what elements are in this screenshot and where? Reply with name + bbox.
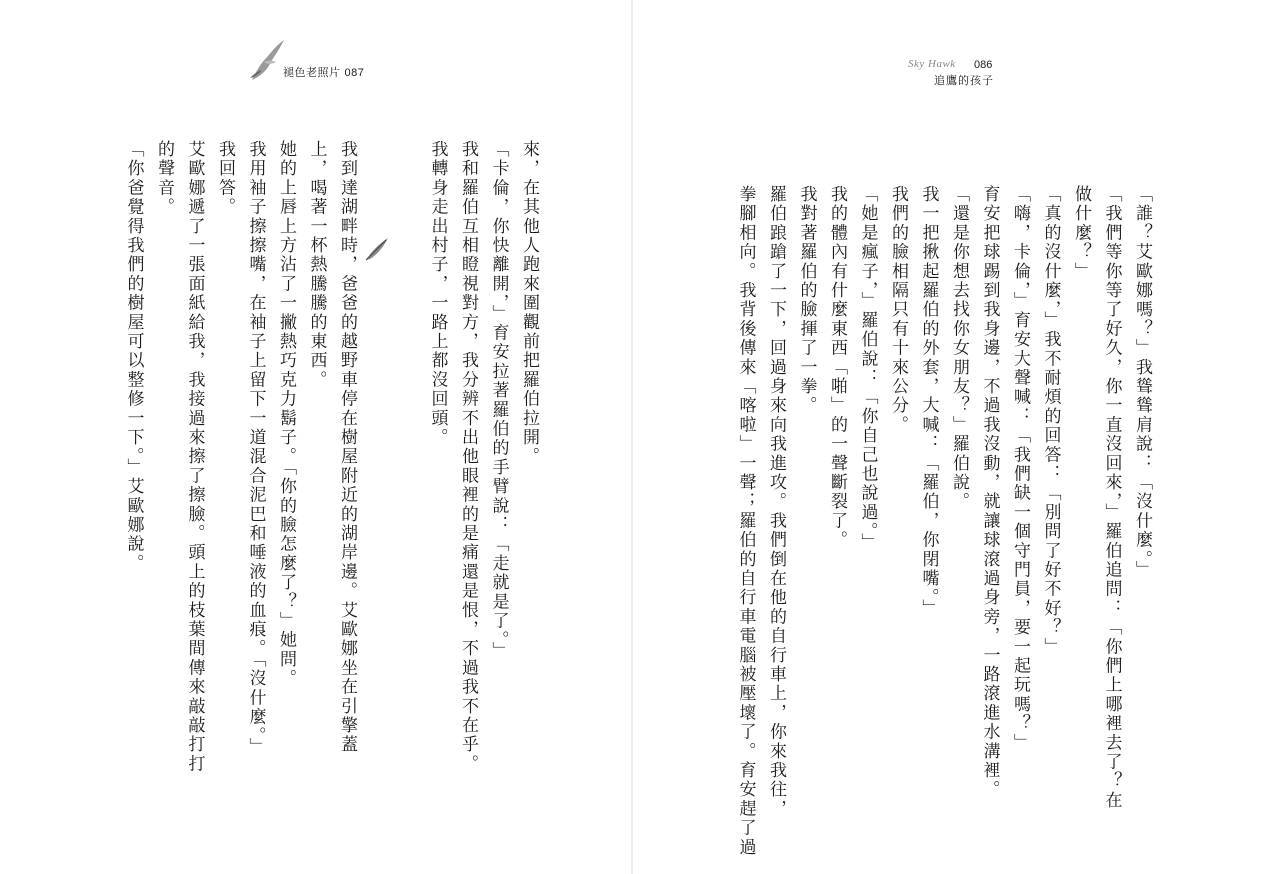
text-line: 做什麼？」: [1071, 185, 1091, 281]
right-header-title: 追鷹的孩子: [934, 74, 994, 87]
text-line: 我們的臉相隔只有十來公分。: [888, 185, 908, 435]
text-line: 「她是瘋子，」羅伯說：「你自己也說過。」: [857, 185, 878, 552]
series-logo-text: Sky Hawk: [908, 58, 956, 70]
right-page-number: 086: [974, 59, 993, 71]
text-line: 我和羅伯互相瞪視對方，我分辨不出他眼裡的是痛還是恨，不過我不在乎。: [458, 140, 478, 774]
text-line: 羅伯踉蹌了一下，回過身來向我進攻。我們倒在他的自行車上，你來我往，: [766, 185, 786, 819]
text-line: 來，在其他人跑來圍觀前把羅伯拉開。: [519, 140, 539, 467]
text-line: 我對著羅伯的臉揮了一拳。: [796, 185, 817, 416]
text-line: 我用袖子擦擦嘴，在袖子上留下一道混合泥巴和唾液的血痕。「沒什麼。」: [245, 140, 266, 757]
text-line: 我到達湖畔時，爸爸的越野車停在樹屋附近的湖岸邊。艾歐娜坐在引擎蓋: [337, 140, 357, 755]
text-line: 我轉身走出村子，一路上都沒回頭。: [427, 140, 448, 448]
right-page-body: [730, 185, 1157, 857]
left-page-body: [118, 140, 544, 830]
text-line: 「卡倫，你快離開，」育安拉著羅伯的手臂說：「走就是了。」: [488, 140, 509, 661]
text-line: 我的體內有什麼東西「啪」的一聲斷裂了。: [827, 185, 847, 550]
text-line: 我回答。: [215, 140, 235, 217]
hawk-icon: [246, 38, 286, 84]
left-running-header: [283, 64, 364, 80]
text-line: 艾歐娜遞了一張面紙給我，我接過來擦了擦臉。頭上的枝葉間傳來敲敲打打: [184, 140, 205, 774]
left-page-number: 087: [344, 67, 365, 79]
text-line: 「真的沒什麼，」我不耐煩的回答：「別問了好不好？」: [1040, 185, 1061, 657]
text-line: 「我們等你等了好久，你一直沒回來，」羅伯追問：「你們上哪裡去了？在: [1101, 185, 1122, 811]
text-line: 她的上唇上方沾了一撇熱巧克力鬍子。「你的臉怎麼了？」她問。: [276, 140, 296, 689]
text-line: 的聲音。: [154, 140, 174, 217]
text-line: 拳腳相向。我背後傳來「喀啦」一聲；羅伯的自行車電腦被壓壞了。育安趕了過: [735, 185, 756, 857]
text-line: 「還是你想去找你女朋友？」羅伯說。: [949, 185, 969, 512]
section-break: [362, 140, 422, 830]
page-gutter: [631, 0, 633, 874]
text-line: 我一把揪起羅伯的外套，大喊：「羅伯，你閉嘴。」: [918, 185, 939, 619]
text-line: 「你爸覺得我們的樹屋可以整修一下。」艾歐娜說。: [123, 140, 144, 574]
text-line: 育安把球踢到我身邊，不過我沒動，就讓球滾過身旁，一路滾進水溝裡。: [979, 185, 1000, 800]
left-header-title: 褪色老照片: [283, 66, 341, 79]
text-line: 「嗨，卡倫，」育安大聲喊：「我們缺一個守門員，要一起玩嗎？」: [1010, 185, 1030, 753]
text-line: 「誰？艾歐娜嗎？」我聳聳肩說：「沒什麼。」: [1132, 185, 1152, 580]
text-line: 上，喝著一杯熱騰騰的東西。: [306, 140, 327, 390]
